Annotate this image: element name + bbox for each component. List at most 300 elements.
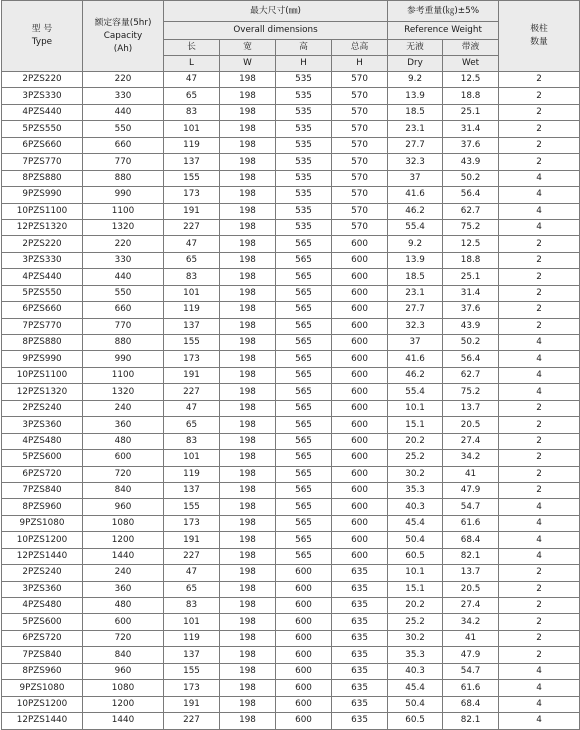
total-height-cell: 635 xyxy=(332,630,388,646)
table-row xyxy=(2,482,580,498)
capacity-cell: 480 xyxy=(83,433,164,449)
width-cell: 198 xyxy=(220,680,276,696)
length-cell: 155 xyxy=(164,170,220,186)
length-cell: 137 xyxy=(164,647,220,663)
capacity-cell: 660 xyxy=(83,302,164,318)
wet-weight-cell: 62.7 xyxy=(443,367,499,383)
pole-count-cell: 4 xyxy=(499,680,580,696)
model-cell: 9PZS1080 xyxy=(2,680,83,696)
height-cell: 565 xyxy=(276,417,332,433)
capacity-cell: 1200 xyxy=(83,696,164,712)
capacity-column-header xyxy=(83,1,164,72)
wet-weight-cell: 56.4 xyxy=(443,351,499,367)
length-cell: 137 xyxy=(164,154,220,170)
pole-count-cell: 2 xyxy=(499,433,580,449)
table-row xyxy=(2,630,580,646)
length-cell: 173 xyxy=(164,680,220,696)
model-cell: 10PZS1200 xyxy=(2,696,83,712)
table-row xyxy=(2,466,580,482)
length-cell: 83 xyxy=(164,433,220,449)
dry-weight-cell: 18.5 xyxy=(388,269,443,285)
model-cell: 2PZS240 xyxy=(2,400,83,416)
wet-weight-cell: 25.1 xyxy=(443,104,499,120)
dry-weight-cell: 9.2 xyxy=(388,72,443,88)
table-row xyxy=(2,598,580,614)
length-cell: 101 xyxy=(164,450,220,466)
pole-count-cell: 2 xyxy=(499,647,580,663)
table-row xyxy=(2,581,580,597)
capacity-cell: 550 xyxy=(83,285,164,301)
table-row xyxy=(2,614,580,630)
length-header-cn: 长 xyxy=(187,42,196,52)
capacity-header-en: Capacity xyxy=(103,30,143,41)
capacity-cell: 1320 xyxy=(83,219,164,235)
height-cell: 565 xyxy=(276,252,332,268)
pole-count-cell: 4 xyxy=(499,548,580,564)
dry-weight-cell: 18.5 xyxy=(388,104,443,120)
table-row xyxy=(2,450,580,466)
table-row xyxy=(2,187,580,203)
capacity-cell: 220 xyxy=(83,236,164,252)
total-height-cell: 600 xyxy=(332,417,388,433)
total-height-cell: 570 xyxy=(332,203,388,219)
pole-count-cell: 2 xyxy=(499,137,580,153)
table-row xyxy=(2,170,580,186)
width-cell: 198 xyxy=(220,630,276,646)
pole-count-cell: 4 xyxy=(499,663,580,679)
pole-count-cell: 2 xyxy=(499,614,580,630)
pole-count-cell: 4 xyxy=(499,187,580,203)
model-cell: 12PZS1320 xyxy=(2,219,83,235)
dry-weight-cell: 50.4 xyxy=(388,532,443,548)
length-cell: 47 xyxy=(164,236,220,252)
total-height-cell: 570 xyxy=(332,121,388,137)
width-cell: 198 xyxy=(220,137,276,153)
width-cell: 198 xyxy=(220,466,276,482)
length-cell: 47 xyxy=(164,565,220,581)
total-height-cell: 600 xyxy=(332,450,388,466)
capacity-cell: 1100 xyxy=(83,367,164,383)
total-height-cell: 600 xyxy=(332,236,388,252)
wet-weight-cell: 50.2 xyxy=(443,335,499,351)
width-cell: 198 xyxy=(220,367,276,383)
model-cell: 6PZS660 xyxy=(2,137,83,153)
width-cell: 198 xyxy=(220,713,276,729)
dry-weight-cell: 60.5 xyxy=(388,713,443,729)
total-height-cell: 635 xyxy=(332,565,388,581)
table-row xyxy=(2,515,580,531)
dry-weight-cell: 40.3 xyxy=(388,663,443,679)
wet-weight-cell: 20.5 xyxy=(443,417,499,433)
total-height-cell: 635 xyxy=(332,647,388,663)
pole-count-cell: 2 xyxy=(499,154,580,170)
width-cell: 198 xyxy=(220,417,276,433)
height-cell: 565 xyxy=(276,515,332,531)
total-height-cell: 600 xyxy=(332,335,388,351)
width-cell: 198 xyxy=(220,515,276,531)
height-cell: 535 xyxy=(276,72,332,88)
pole-count-cell: 2 xyxy=(499,598,580,614)
length-cell: 191 xyxy=(164,367,220,383)
pole-count-cell: 4 xyxy=(499,219,580,235)
width-cell: 198 xyxy=(220,433,276,449)
height-cell: 565 xyxy=(276,285,332,301)
table-row xyxy=(2,88,580,104)
capacity-cell: 1320 xyxy=(83,384,164,400)
pole-count-cell: 2 xyxy=(499,400,580,416)
dry-weight-cell: 25.2 xyxy=(388,450,443,466)
capacity-cell: 1440 xyxy=(83,713,164,729)
capacity-cell: 440 xyxy=(83,104,164,120)
capacity-cell: 990 xyxy=(83,351,164,367)
model-cell: 5PZS550 xyxy=(2,121,83,137)
table-row xyxy=(2,285,580,301)
pole-count-cell: 4 xyxy=(499,515,580,531)
total-height-cell: 570 xyxy=(332,72,388,88)
length-cell: 83 xyxy=(164,269,220,285)
height-cell: 600 xyxy=(276,581,332,597)
length-cell: 47 xyxy=(164,400,220,416)
wet-weight-cell: 75.2 xyxy=(443,219,499,235)
wet-weight-cell: 47.9 xyxy=(443,482,499,498)
table-row xyxy=(2,302,580,318)
total-height-cell: 635 xyxy=(332,663,388,679)
total-height-header xyxy=(332,40,388,56)
wet-weight-cell: 13.7 xyxy=(443,565,499,581)
length-cell: 119 xyxy=(164,137,220,153)
height-cell: 600 xyxy=(276,614,332,630)
model-cell: 8PZS880 xyxy=(2,170,83,186)
width-cell: 198 xyxy=(220,384,276,400)
model-cell: 8PZS960 xyxy=(2,499,83,515)
wet-weight-cell: 31.4 xyxy=(443,121,499,137)
wet-weight-cell: 20.5 xyxy=(443,581,499,597)
length-cell: 227 xyxy=(164,219,220,235)
length-cell: 65 xyxy=(164,252,220,268)
length-cell: 119 xyxy=(164,466,220,482)
length-cell: 137 xyxy=(164,482,220,498)
total-height-cell: 570 xyxy=(332,88,388,104)
wet-weight-header-cn: 带液 xyxy=(461,42,480,52)
length-cell: 191 xyxy=(164,532,220,548)
height-header xyxy=(276,40,332,56)
capacity-cell: 880 xyxy=(83,335,164,351)
height-cell: 535 xyxy=(276,88,332,104)
pole-count-cell: 4 xyxy=(499,335,580,351)
dry-weight-cell: 35.3 xyxy=(388,482,443,498)
table-row xyxy=(2,499,580,515)
length-cell: 191 xyxy=(164,696,220,712)
width-cell: 198 xyxy=(220,219,276,235)
pole-count-cell: 2 xyxy=(499,88,580,104)
wet-weight-cell: 12.5 xyxy=(443,72,499,88)
model-cell: 4PZS440 xyxy=(2,104,83,120)
model-cell: 10PZS1100 xyxy=(2,203,83,219)
dry-weight-cell: 32.3 xyxy=(388,318,443,334)
height-cell: 565 xyxy=(276,318,332,334)
model-cell: 7PZS770 xyxy=(2,318,83,334)
total-height-cell: 635 xyxy=(332,614,388,630)
length-cell: 101 xyxy=(164,614,220,630)
total-height-header-en: H xyxy=(332,56,388,72)
model-cell: 6PZS720 xyxy=(2,466,83,482)
table-row xyxy=(2,565,580,581)
dry-weight-cell: 15.1 xyxy=(388,417,443,433)
dry-weight-cell: 32.3 xyxy=(388,154,443,170)
total-height-cell: 600 xyxy=(332,482,388,498)
pole-count-cell: 2 xyxy=(499,565,580,581)
model-cell: 7PZS840 xyxy=(2,647,83,663)
dry-weight-cell: 45.4 xyxy=(388,515,443,531)
model-cell: 9PZS990 xyxy=(2,187,83,203)
model-cell: 3PZS330 xyxy=(2,88,83,104)
total-height-cell: 600 xyxy=(332,515,388,531)
wet-weight-cell: 12.5 xyxy=(443,236,499,252)
height-header-cn: 高 xyxy=(299,42,308,52)
wet-weight-cell: 41 xyxy=(443,466,499,482)
width-cell: 198 xyxy=(220,203,276,219)
height-cell: 565 xyxy=(276,450,332,466)
length-cell: 227 xyxy=(164,548,220,564)
width-cell: 198 xyxy=(220,663,276,679)
width-cell: 198 xyxy=(220,400,276,416)
length-cell: 137 xyxy=(164,318,220,334)
width-cell: 198 xyxy=(220,647,276,663)
capacity-cell: 360 xyxy=(83,417,164,433)
dimensions-group-header-en: Overall dimensions xyxy=(164,22,388,40)
table-body xyxy=(2,72,580,730)
height-cell: 535 xyxy=(276,203,332,219)
model-cell: 2PZS240 xyxy=(2,565,83,581)
weight-group-header-en: Reference Weight xyxy=(388,22,499,40)
length-cell: 47 xyxy=(164,72,220,88)
wet-weight-cell: 68.4 xyxy=(443,696,499,712)
height-cell: 565 xyxy=(276,400,332,416)
capacity-cell: 720 xyxy=(83,630,164,646)
model-cell: 4PZS480 xyxy=(2,433,83,449)
dry-weight-header-en: Dry xyxy=(388,56,443,72)
width-cell: 198 xyxy=(220,187,276,203)
wet-weight-cell: 27.4 xyxy=(443,433,499,449)
capacity-cell: 990 xyxy=(83,187,164,203)
wet-weight-cell: 18.8 xyxy=(443,252,499,268)
width-cell: 198 xyxy=(220,104,276,120)
height-cell: 535 xyxy=(276,104,332,120)
table-row xyxy=(2,203,580,219)
wet-weight-cell: 54.7 xyxy=(443,663,499,679)
total-height-cell: 600 xyxy=(332,285,388,301)
table-row xyxy=(2,548,580,564)
table-header xyxy=(2,1,580,72)
wet-weight-cell: 56.4 xyxy=(443,187,499,203)
width-cell: 198 xyxy=(220,482,276,498)
width-header xyxy=(220,40,276,56)
width-header-cn: 宽 xyxy=(243,42,252,52)
dry-weight-cell: 40.3 xyxy=(388,499,443,515)
wet-weight-header xyxy=(443,40,499,56)
capacity-cell: 840 xyxy=(83,647,164,663)
length-cell: 65 xyxy=(164,581,220,597)
pole-count-cell: 2 xyxy=(499,318,580,334)
dry-weight-cell: 30.2 xyxy=(388,466,443,482)
width-cell: 198 xyxy=(220,335,276,351)
wet-weight-cell: 82.1 xyxy=(443,713,499,729)
height-cell: 535 xyxy=(276,187,332,203)
height-cell: 600 xyxy=(276,696,332,712)
pole-count-cell: 2 xyxy=(499,482,580,498)
table-row xyxy=(2,236,580,252)
dry-weight-cell: 10.1 xyxy=(388,565,443,581)
model-cell: 2PZS220 xyxy=(2,236,83,252)
type-header-cn: 型 号 xyxy=(31,24,53,34)
pole-count-cell: 2 xyxy=(499,121,580,137)
dry-weight-cell: 37 xyxy=(388,170,443,186)
height-cell: 565 xyxy=(276,482,332,498)
table-row xyxy=(2,532,580,548)
pole-count-cell: 4 xyxy=(499,351,580,367)
pole-count-cell: 2 xyxy=(499,252,580,268)
wet-weight-cell: 37.6 xyxy=(443,137,499,153)
wet-weight-cell: 43.9 xyxy=(443,154,499,170)
table-row xyxy=(2,417,580,433)
total-height-cell: 570 xyxy=(332,187,388,203)
capacity-cell: 240 xyxy=(83,400,164,416)
width-cell: 198 xyxy=(220,154,276,170)
width-cell: 198 xyxy=(220,696,276,712)
pole-count-cell: 2 xyxy=(499,630,580,646)
length-cell: 65 xyxy=(164,417,220,433)
capacity-cell: 1080 xyxy=(83,680,164,696)
pole-count-cell: 2 xyxy=(499,269,580,285)
height-cell: 565 xyxy=(276,548,332,564)
dry-weight-cell: 55.4 xyxy=(388,384,443,400)
total-height-cell: 635 xyxy=(332,680,388,696)
width-cell: 198 xyxy=(220,499,276,515)
pole-count-cell: 4 xyxy=(499,696,580,712)
model-cell: 4PZS440 xyxy=(2,269,83,285)
total-height-cell: 570 xyxy=(332,154,388,170)
capacity-cell: 1100 xyxy=(83,203,164,219)
total-height-cell: 635 xyxy=(332,713,388,729)
dry-weight-cell: 20.2 xyxy=(388,433,443,449)
height-cell: 600 xyxy=(276,598,332,614)
height-cell: 565 xyxy=(276,335,332,351)
height-cell: 600 xyxy=(276,630,332,646)
model-cell: 3PZS330 xyxy=(2,252,83,268)
length-cell: 191 xyxy=(164,203,220,219)
model-cell: 7PZS770 xyxy=(2,154,83,170)
wet-weight-cell: 18.8 xyxy=(443,88,499,104)
table-row xyxy=(2,104,580,120)
pole-count-cell: 4 xyxy=(499,367,580,383)
model-cell: 3PZS360 xyxy=(2,417,83,433)
table-row xyxy=(2,713,580,729)
length-cell: 101 xyxy=(164,285,220,301)
height-cell: 535 xyxy=(276,170,332,186)
table-row xyxy=(2,137,580,153)
length-cell: 119 xyxy=(164,302,220,318)
total-height-cell: 570 xyxy=(332,170,388,186)
wet-weight-cell: 61.6 xyxy=(443,680,499,696)
model-cell: 3PZS360 xyxy=(2,581,83,597)
capacity-cell: 770 xyxy=(83,318,164,334)
width-cell: 198 xyxy=(220,581,276,597)
dry-weight-cell: 9.2 xyxy=(388,236,443,252)
height-cell: 600 xyxy=(276,680,332,696)
dry-weight-cell: 25.2 xyxy=(388,614,443,630)
table-row xyxy=(2,696,580,712)
wet-weight-cell: 34.2 xyxy=(443,450,499,466)
dry-weight-cell: 46.2 xyxy=(388,367,443,383)
wet-weight-header-en: Wet xyxy=(443,56,499,72)
model-cell: 8PZS880 xyxy=(2,335,83,351)
dry-weight-header-cn: 无液 xyxy=(406,42,424,52)
length-header-en: L xyxy=(164,56,220,72)
pole-count-cell: 4 xyxy=(499,384,580,400)
height-cell: 600 xyxy=(276,647,332,663)
width-cell: 198 xyxy=(220,269,276,285)
table-row xyxy=(2,433,580,449)
total-height-cell: 600 xyxy=(332,400,388,416)
height-cell: 565 xyxy=(276,302,332,318)
height-cell: 565 xyxy=(276,466,332,482)
wet-weight-cell: 31.4 xyxy=(443,285,499,301)
capacity-cell: 330 xyxy=(83,252,164,268)
width-cell: 198 xyxy=(220,285,276,301)
height-cell: 565 xyxy=(276,499,332,515)
dry-weight-cell: 30.2 xyxy=(388,630,443,646)
width-cell: 198 xyxy=(220,121,276,137)
table-row xyxy=(2,663,580,679)
type-column-header xyxy=(2,1,83,72)
total-height-cell: 600 xyxy=(332,269,388,285)
capacity-cell: 1200 xyxy=(83,532,164,548)
wet-weight-cell: 13.7 xyxy=(443,400,499,416)
width-cell: 198 xyxy=(220,318,276,334)
dry-weight-cell: 23.1 xyxy=(388,285,443,301)
table-row xyxy=(2,154,580,170)
pole-count-cell: 2 xyxy=(499,417,580,433)
total-height-cell: 570 xyxy=(332,137,388,153)
dry-weight-cell: 55.4 xyxy=(388,219,443,235)
table-row xyxy=(2,121,580,137)
total-height-cell: 600 xyxy=(332,532,388,548)
pole-count-cell: 2 xyxy=(499,466,580,482)
model-cell: 9PZS990 xyxy=(2,351,83,367)
width-cell: 198 xyxy=(220,548,276,564)
table-row xyxy=(2,384,580,400)
total-height-cell: 600 xyxy=(332,384,388,400)
wet-weight-cell: 68.4 xyxy=(443,532,499,548)
capacity-cell: 770 xyxy=(83,154,164,170)
total-height-cell: 570 xyxy=(332,104,388,120)
capacity-cell: 1440 xyxy=(83,548,164,564)
table-row xyxy=(2,72,580,88)
dry-weight-cell: 27.7 xyxy=(388,137,443,153)
wet-weight-cell: 37.6 xyxy=(443,302,499,318)
pole-count-cell: 2 xyxy=(499,104,580,120)
pole-count-cell: 2 xyxy=(499,285,580,301)
wet-weight-cell: 43.9 xyxy=(443,318,499,334)
model-cell: 6PZS720 xyxy=(2,630,83,646)
dry-weight-cell: 13.9 xyxy=(388,88,443,104)
width-cell: 198 xyxy=(220,532,276,548)
height-cell: 565 xyxy=(276,384,332,400)
model-cell: 5PZS550 xyxy=(2,285,83,301)
length-cell: 83 xyxy=(164,104,220,120)
dry-weight-cell: 41.6 xyxy=(388,351,443,367)
length-header xyxy=(164,40,220,56)
